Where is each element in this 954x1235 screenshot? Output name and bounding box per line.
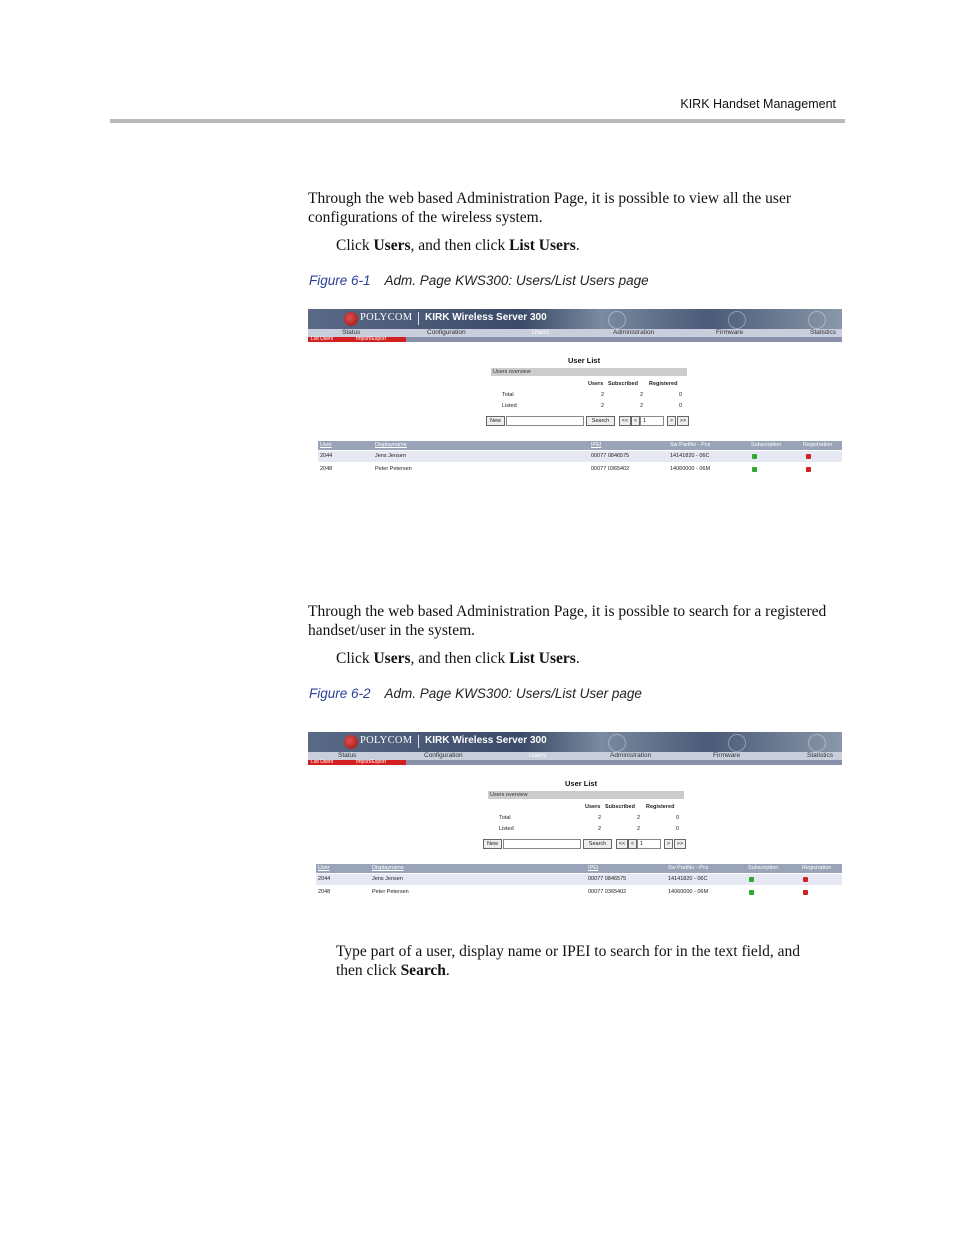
figure2-caption [309, 686, 642, 701]
subnav-list-users[interactable]: List Users [308, 337, 353, 342]
subscription-status-icon [749, 890, 754, 895]
nav-firmware[interactable]: Firmware [716, 329, 744, 336]
cell-ipei: 00077 0365402 [591, 466, 630, 472]
nav-configuration[interactable]: Configuration [427, 329, 466, 336]
banner-handset-decoration-icon [808, 311, 826, 329]
app-banner [308, 309, 842, 329]
col-user-link[interactable]: User [318, 865, 330, 871]
figure1-caption [309, 273, 649, 288]
user-list-title: User List [565, 779, 598, 788]
figure1-text: Adm. Page KWS300: Users/List Users page [384, 273, 649, 288]
prev-page-button[interactable]: < [628, 839, 637, 849]
step-pre: Click [336, 650, 374, 667]
step-post: . [575, 650, 580, 667]
overview-value: 2 [601, 392, 605, 398]
step2-bold-search: Search [400, 962, 446, 979]
subnav-import-export[interactable]: Import/Export [353, 337, 406, 342]
brand-name: POLYCOM [360, 312, 413, 323]
col-user-link[interactable]: User [320, 442, 332, 448]
figure2-text: Adm. Page KWS300: Users/List User page [384, 686, 642, 701]
registration-status-icon [803, 877, 808, 882]
nav-users[interactable]: Users [532, 329, 549, 336]
cell-ipei: 00077 0846575 [591, 453, 630, 459]
nav-administration[interactable]: Administration [610, 752, 652, 759]
figure1-number: Figure 6-1 [309, 273, 371, 288]
nav-users[interactable]: Users [529, 752, 546, 759]
users-overview-label: Users overview [493, 369, 531, 375]
subscription-status-icon [752, 454, 757, 459]
table-row[interactable] [316, 874, 842, 885]
search-input[interactable] [503, 839, 581, 849]
last-page-button[interactable]: >> [677, 416, 689, 426]
step-bold-users: Users [373, 650, 411, 667]
overview-row-label: Total [502, 392, 514, 398]
col-sw-partno: Sw PartNo - Pcs [668, 865, 709, 871]
step-post: . [575, 237, 580, 254]
col-subscription: Subscription [748, 865, 779, 871]
cell-sw: 14141820 - 06C [668, 876, 708, 882]
overview-col-users: Users [585, 804, 601, 810]
registration-status-icon [806, 467, 811, 472]
figure2-screenshot [308, 732, 842, 902]
step-bold-list-users: List Users [509, 237, 576, 254]
banner-separator [418, 735, 419, 748]
users-table-header [316, 864, 842, 873]
users-table-header [318, 441, 842, 450]
step-bold-users: Users [373, 237, 411, 254]
overview-value: 0 [676, 826, 680, 832]
new-button[interactable]: New [483, 839, 502, 849]
search-button[interactable]: Search [583, 839, 612, 849]
col-sw-partno: Sw PartNo - Pcs [670, 442, 711, 448]
banner-separator [418, 312, 419, 325]
cell-displayname: Jens Jensen [372, 876, 403, 882]
polycom-logo-icon [344, 312, 358, 326]
col-ipei-link[interactable]: IPEI [588, 865, 599, 871]
cell-displayname: Peter Petersen [372, 889, 409, 895]
step2-pre: Type part of a user, display name or IPEI to search for in the text field, and then click [336, 943, 801, 979]
nav-statistics[interactable]: Statistics [807, 752, 834, 759]
polycom-logo-icon [344, 735, 358, 749]
step-bold-list-users: List Users [509, 650, 576, 667]
overview-value: 2 [637, 826, 641, 832]
col-subscription: Subscription [751, 442, 782, 448]
page-number-input[interactable]: 1 [637, 839, 661, 849]
cell-user: 2048 [318, 889, 331, 895]
subnav-list-users[interactable]: List Users [308, 760, 353, 765]
cell-ipei: 00077 0365402 [588, 889, 627, 895]
overview-value: 0 [679, 403, 683, 409]
overview-col-registered: Registered [646, 804, 675, 810]
brand-name: POLYCOM [360, 735, 413, 746]
cell-user: 2044 [320, 453, 333, 459]
table-row[interactable] [316, 887, 842, 898]
overview-value: 2 [598, 815, 602, 821]
search-button[interactable]: Search [586, 416, 615, 426]
registration-status-icon [806, 454, 811, 459]
overview-col-subscribed: Subscribed [605, 804, 635, 810]
overview-value: 0 [679, 392, 683, 398]
step2-post: . [445, 962, 450, 979]
col-registration: Registration [803, 442, 833, 448]
overview-col-registered: Registered [649, 381, 678, 387]
nav-firmware[interactable]: Firmware [713, 752, 741, 759]
overview-value: 2 [601, 403, 605, 409]
user-list-title: User List [568, 356, 601, 365]
cell-user: 2048 [320, 466, 333, 472]
col-registration: Registration [802, 865, 832, 871]
first-page-button[interactable]: << [616, 839, 628, 849]
subnav-import-export[interactable]: Import/Export [353, 760, 406, 765]
running-header: KIRK Handset Management [680, 97, 836, 111]
figure1-screenshot [308, 309, 842, 479]
cell-sw: 14060000 - 06M [668, 889, 709, 895]
first-page-button[interactable]: << [619, 416, 631, 426]
overview-row-label: Total [499, 815, 511, 821]
new-button[interactable]: New [486, 416, 505, 426]
overview-row-label: Listed [502, 403, 517, 409]
users-overview-bar [488, 791, 684, 799]
next-page-button[interactable]: > [664, 839, 673, 849]
nav-administration[interactable]: Administration [613, 329, 655, 336]
overview-value: 2 [598, 826, 602, 832]
last-page-button[interactable]: >> [674, 839, 686, 849]
nav-configuration[interactable]: Configuration [424, 752, 463, 759]
cell-ipei: 00077 0846575 [588, 876, 627, 882]
nav-statistics[interactable]: Statistics [810, 329, 837, 336]
header-rule [110, 119, 845, 123]
cell-displayname: Jens Jensen [375, 453, 406, 459]
cell-sw: 14141820 - 06C [670, 453, 710, 459]
table-row[interactable] [318, 451, 842, 462]
sub-nav [308, 760, 842, 765]
overview-col-users: Users [588, 381, 604, 387]
cell-displayname: Peter Petersen [375, 466, 412, 472]
page-number-input[interactable]: 1 [640, 416, 664, 426]
col-displayname-link[interactable]: Displayname [375, 442, 407, 448]
nav-status[interactable]: Status [338, 752, 357, 759]
banner-handset-decoration-icon [728, 311, 746, 329]
section2-step2 [336, 942, 826, 980]
banner-handset-decoration-icon [808, 734, 826, 752]
users-overview-bar [491, 368, 687, 376]
subscription-status-icon [749, 877, 754, 882]
subscription-status-icon [752, 467, 757, 472]
banner-handset-decoration-icon [608, 734, 626, 752]
overview-row-label: Listed [499, 826, 514, 832]
col-displayname-link[interactable]: Displayname [372, 865, 404, 871]
overview-value: 2 [640, 392, 644, 398]
users-overview-label: Users overview [490, 792, 528, 798]
overview-value: 0 [676, 815, 680, 821]
product-name: KIRK Wireless Server 300 [425, 735, 547, 746]
col-ipei-link[interactable]: IPEI [591, 442, 602, 448]
section1-intro: Through the web based Administration Page, it is possible to view all the user configurations of the wireless system. [308, 190, 792, 226]
nav-status[interactable]: Status [342, 329, 361, 336]
step-mid: , and then click [410, 237, 510, 254]
step-pre: Click [336, 237, 374, 254]
banner-handset-decoration-icon [608, 311, 626, 329]
main-nav [308, 329, 842, 337]
search-input[interactable] [506, 416, 584, 426]
cell-sw: 14060000 - 06M [670, 466, 711, 472]
section1-step [336, 236, 836, 255]
step-mid: , and then click [410, 650, 510, 667]
banner-handset-decoration-icon [728, 734, 746, 752]
sub-nav [308, 337, 842, 342]
prev-page-button[interactable]: < [631, 416, 640, 426]
product-name: KIRK Wireless Server 300 [425, 312, 547, 323]
overview-value: 2 [640, 403, 644, 409]
app-banner [308, 732, 842, 752]
section2-intro: Through the web based Administration Page, it is possible to search for a registered handset/user in the system. [308, 603, 827, 639]
main-nav [308, 752, 842, 760]
overview-value: 2 [637, 815, 641, 821]
section2-step [336, 649, 836, 668]
table-row[interactable] [318, 464, 842, 475]
cell-user: 2044 [318, 876, 331, 882]
figure2-number: Figure 6-2 [309, 686, 371, 701]
registration-status-icon [803, 890, 808, 895]
next-page-button[interactable]: > [667, 416, 676, 426]
overview-col-subscribed: Subscribed [608, 381, 638, 387]
